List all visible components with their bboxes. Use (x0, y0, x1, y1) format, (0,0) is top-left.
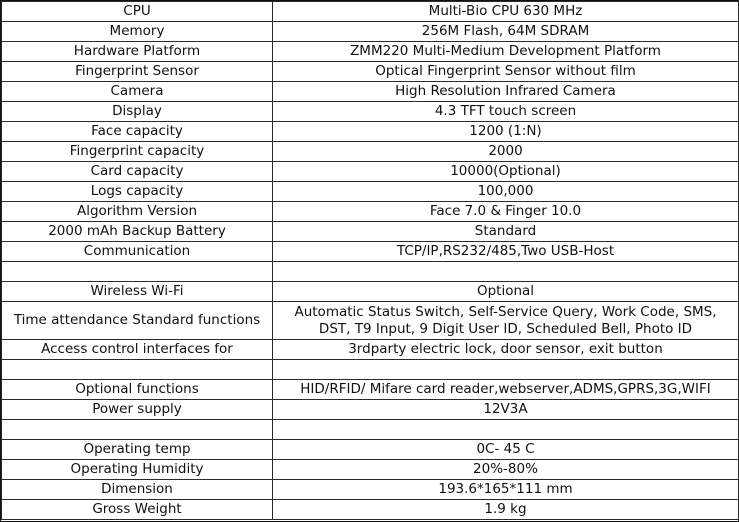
spec-value: 193.6*165*111 mm (273, 480, 739, 500)
spec-label: Dimension (2, 480, 273, 500)
table-row-empty (2, 262, 739, 282)
spec-label: Logs capacity (2, 182, 273, 202)
spec-value: 0C- 45 C (273, 440, 739, 460)
table-row (2, 460, 739, 480)
table-row (2, 122, 739, 142)
spec-label: Optional functions (2, 380, 273, 400)
spec-table (1, 1, 739, 520)
spec-label: Fingerprint Sensor (2, 62, 273, 82)
spec-label: Wireless Wi-Fi (2, 282, 273, 302)
table-row (2, 282, 739, 302)
table-row (2, 480, 739, 500)
spec-value: Face 7.0 & Finger 10.0 (273, 202, 739, 222)
table-row (2, 202, 739, 222)
spec-value-line: Automatic Status Switch, Self-Service Query, Work Code, SMS, (294, 303, 717, 320)
spec-value-line: DST, T9 Input, 9 Digit User ID, Scheduled Bell, Photo ID (318, 320, 693, 337)
spec-value: Optical Fingerprint Sensor without film (273, 62, 739, 82)
spec-value: ZMM220 Multi-Medium Development Platform (273, 42, 739, 62)
spec-value: 1.9 kg (273, 500, 739, 520)
table-row (2, 242, 739, 262)
spec-label (2, 420, 273, 440)
table-row (2, 400, 739, 420)
table-row-empty (2, 420, 739, 440)
table-row (2, 162, 739, 182)
table-row (2, 182, 739, 202)
table-row (2, 222, 739, 242)
spec-value: 2000 (273, 142, 739, 162)
spec-value (273, 420, 739, 440)
spec-value: 1200 (1:N) (273, 122, 739, 142)
spec-value: HID/RFID/ Mifare card reader,webserver,ADMS,GPRS,3G,WIFI (273, 380, 739, 400)
table-row-empty (2, 360, 739, 380)
spec-label: Operating temp (2, 440, 273, 460)
spec-label: Memory (2, 22, 273, 42)
spec-label: Card capacity (2, 162, 273, 182)
table-row (2, 302, 739, 340)
spec-value: 10000(Optional) (273, 162, 739, 182)
table-row (2, 62, 739, 82)
spec-value: Multi-Bio CPU 630 MHz (273, 2, 739, 22)
spec-label: Camera (2, 82, 273, 102)
table-row (2, 2, 739, 22)
spec-label (2, 262, 273, 282)
spec-label: Face capacity (2, 122, 273, 142)
spec-value: 4.3 TFT touch screen (273, 102, 739, 122)
table-row (2, 22, 739, 42)
spec-label (2, 360, 273, 380)
spec-label: 2000 mAh Backup Battery (2, 222, 273, 242)
table-row (2, 440, 739, 460)
spec-label: Power supply (2, 400, 273, 420)
spec-label: Operating Humidity (2, 460, 273, 480)
spec-label: Access control interfaces for (2, 340, 273, 360)
spec-label: Communication (2, 242, 273, 262)
spec-value: High Resolution Infrared Camera (273, 82, 739, 102)
spec-label: Hardware Platform (2, 42, 273, 62)
spec-label: Algorithm Version (2, 202, 273, 222)
spec-value (273, 302, 739, 340)
spec-label: Gross Weight (2, 500, 273, 520)
spec-label: CPU (2, 2, 273, 22)
table-row (2, 82, 739, 102)
spec-label: Display (2, 102, 273, 122)
table-row (2, 500, 739, 520)
spec-value: 256M Flash, 64M SDRAM (273, 22, 739, 42)
spec-value: Optional (273, 282, 739, 302)
table-row (2, 42, 739, 62)
spec-label: Fingerprint capacity (2, 142, 273, 162)
table-row (2, 380, 739, 400)
spec-label: Time attendance Standard functions (2, 302, 273, 340)
table-row (2, 142, 739, 162)
spec-value: Standard (273, 222, 739, 242)
spec-value: 12V3A (273, 400, 739, 420)
spec-value: 100,000 (273, 182, 739, 202)
spec-value: 20%-80% (273, 460, 739, 480)
table-row (2, 102, 739, 122)
table-row (2, 340, 739, 360)
spec-value: 3rdparty electric lock, door sensor, exit button (273, 340, 739, 360)
spec-value: TCP/IP,RS232/485,Two USB-Host (273, 242, 739, 262)
spec-value (273, 262, 739, 282)
spec-value (273, 360, 739, 380)
